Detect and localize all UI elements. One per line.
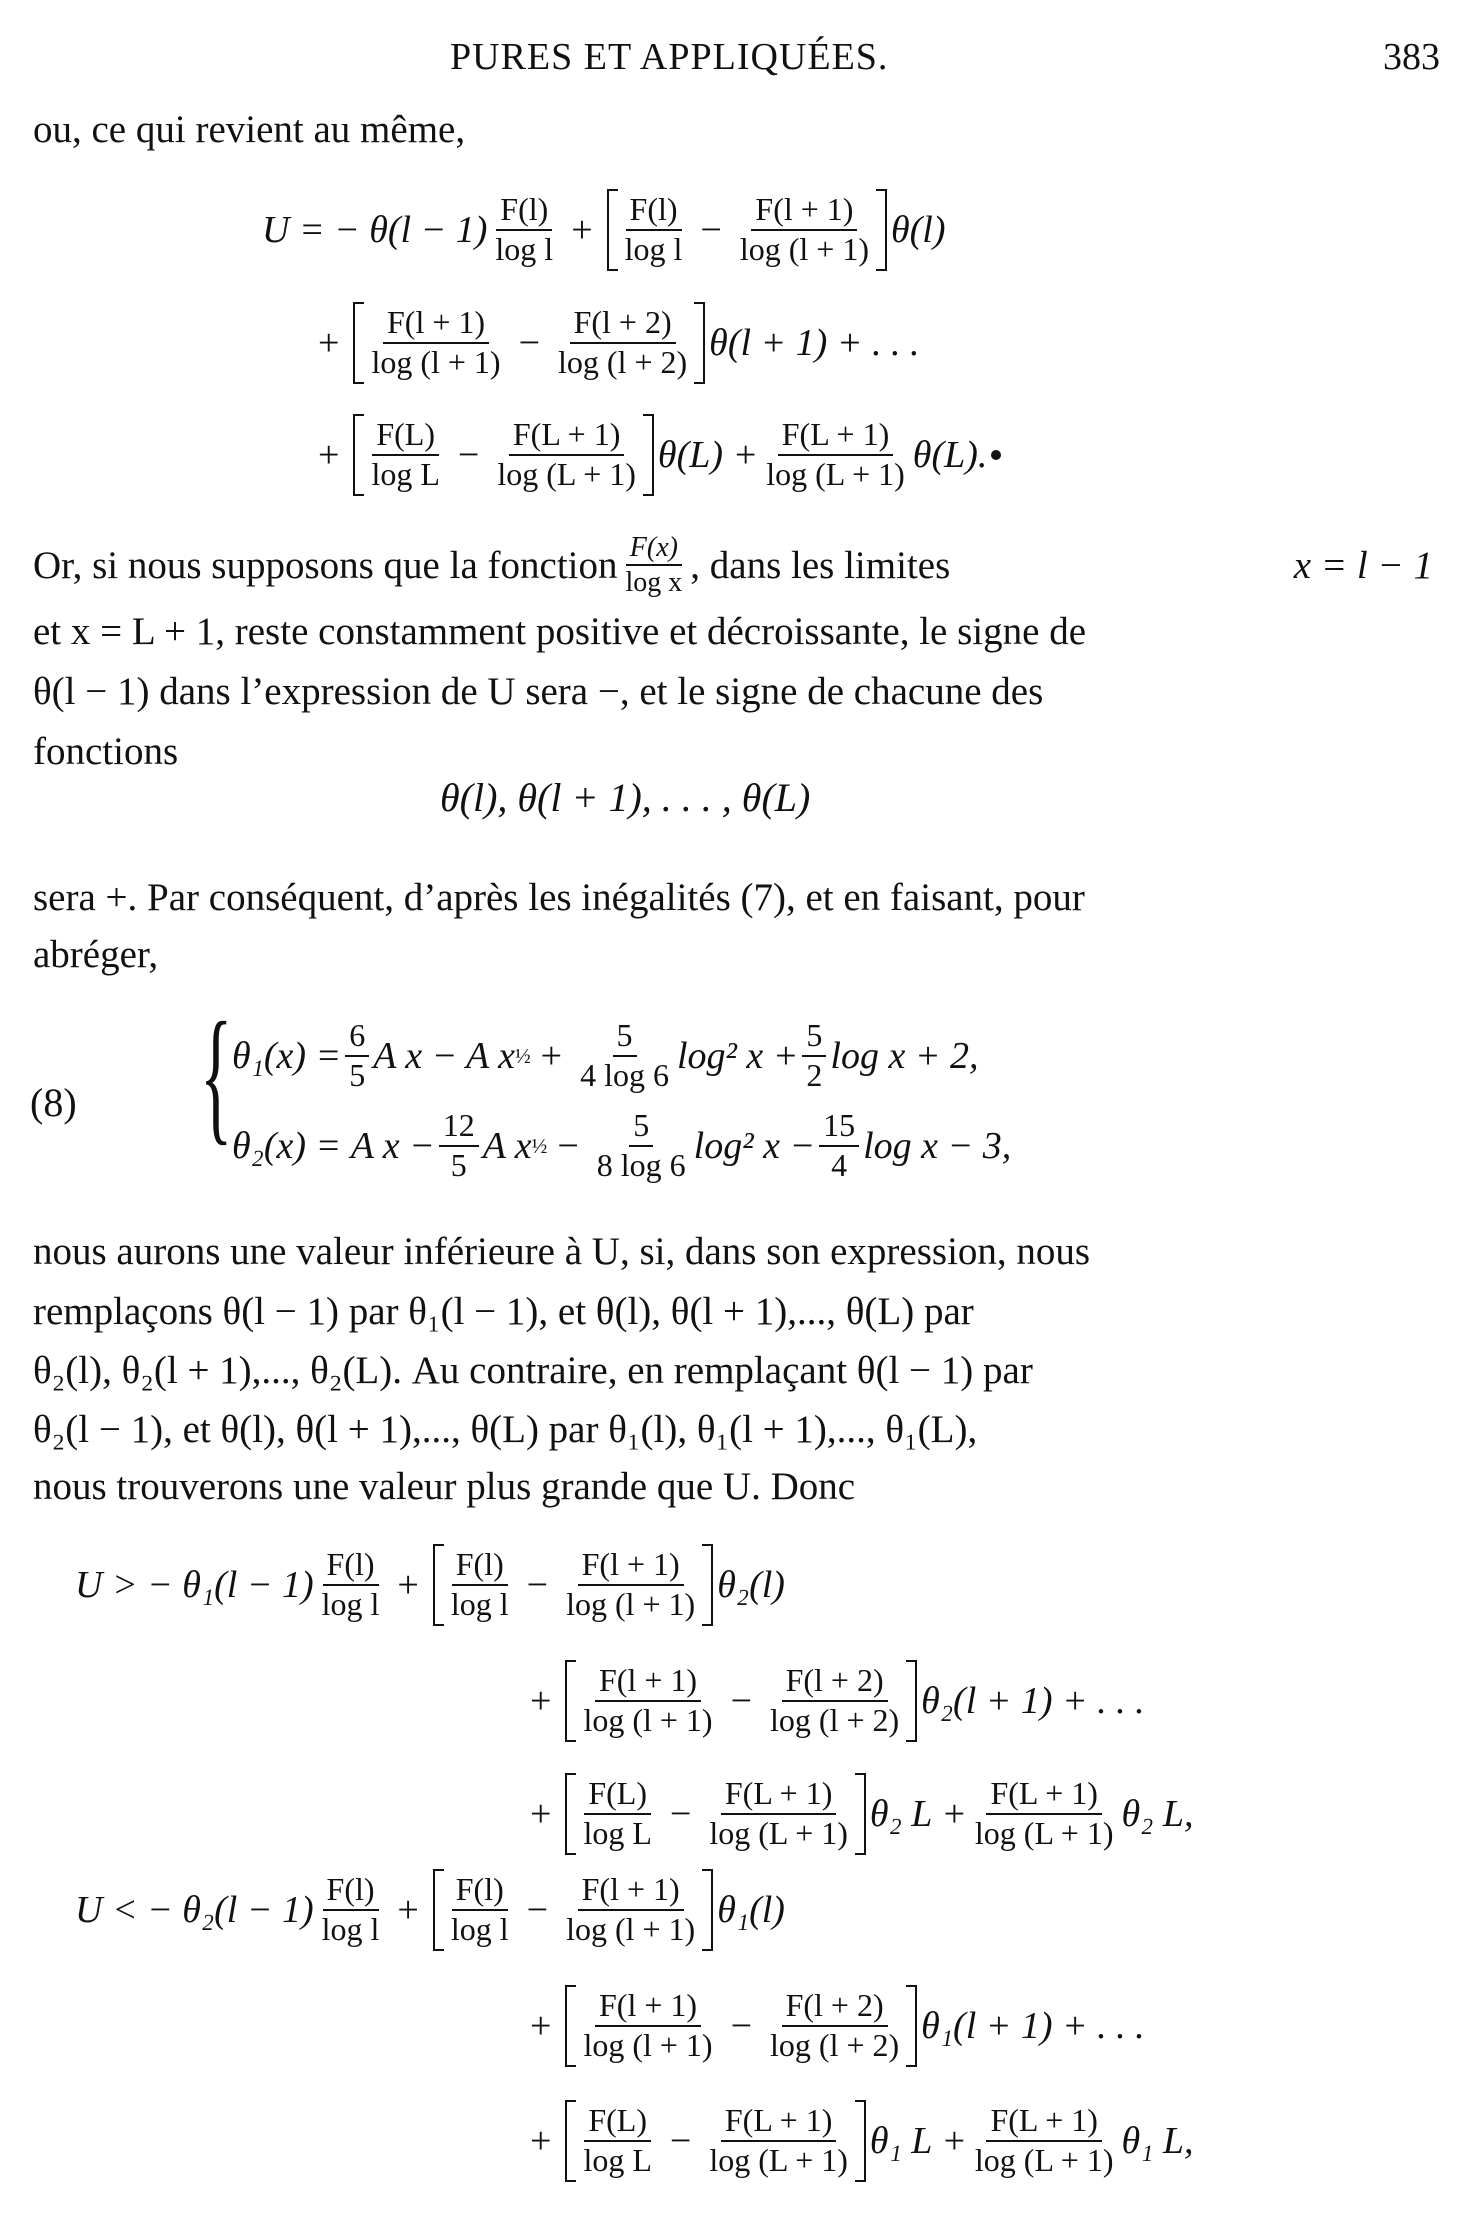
left-brace: { — [200, 992, 233, 1158]
inequality-lt-line2: + $\frac{F(l + 1)}{\log (l + 1)}$ − $\frac{F(l + 2)}{\log (l + 2)}$ θ₁(l + 1) + . . . — [520, 1980, 1145, 2072]
paragraph-3-line1: sera +. Par conséquent, d’après les inégalités (7), et en faisant, pour — [33, 876, 1085, 919]
equation-number: (8) — [30, 1080, 77, 1125]
paragraph-2-line3: θ(l − 1) dans l’expression de U sera −, et le signe de chacune des — [33, 670, 1044, 713]
inequality-gt-line1: U > − θ₁(l − 1) $\frac{F(l)}{\text{log l}}$ + $\frac{F(l)}{\text{log l}}$ − $\frac{F(l + 1)}{\log (l + 1)}$ θ₂(l) — [75, 1540, 785, 1630]
inequality-gt-line3: + $\frac{F(L)}{\text{log L}}$ − $\frac{F(L + 1)}{\log (L + 1)}$ θ₂ L + $\frac{F(L + 1)}{\log (L + 1)}$ θ₂ L, — [520, 1768, 1194, 1860]
paragraph-4-line1: nous aurons une valeur inférieure à U, si, dans son expression, nous — [33, 1230, 1091, 1273]
equation-U-line2: + $\frac{F(l + 1)}{\log (l + 1)}$ − $\frac{F(l + 2)}{\log (l + 2)}$ θ(l + 1) + . . . — [308, 298, 919, 388]
paragraph-4-line4: θ₂(l − 1), et θ(l), θ(l + 1),..., θ(L) par θ₁(l), θ₁(l + 1),..., θ₁(L), — [33, 1408, 978, 1451]
paragraph-4-line3: θ₂(l), θ₂(l + 1),..., θ₂(L). Au contraire, en remplaçant θ(l − 1) par — [33, 1349, 1033, 1392]
paragraph-3-line2: abréger, — [33, 933, 159, 976]
running-title: PURES ET APPLIQUÉES. — [450, 36, 889, 78]
equation-U-line3: + $\frac{F(L)}{\text{log L}}$ − $\frac{F(L + 1)}{\log (L + 1)}$ θ(L) + $\frac{F(L + 1)}{\log (L + 1)}$ θ(L). — [308, 410, 1001, 500]
paragraph-4-line5: nous trouverons une valeur plus grande que U. Donc — [33, 1465, 856, 1508]
ink-blot — [991, 450, 1001, 460]
inequality-lt-line3: + $\frac{F(L)}{\text{log L}}$ − $\frac{F(L + 1)}{\log (L + 1)}$ θ₁ L + $\frac{F(L + 1)}{\log (L + 1)}$ θ₁ L, — [520, 2095, 1194, 2187]
theta1-definition: θ₁(x) = $\frac{6}{5}$ A x − A x ½ + $\frac{5}{4 \log 6}$ log² x + $\frac{5}{2}$ log x + 2, — [232, 1017, 979, 1093]
paragraph-intro: ou, ce qui revient au même, — [33, 108, 466, 151]
equation-U-line1: U = − θ(l − 1) $\frac{F(l)}{\text{log l}}$ + $\frac{F(l)}{\text{log l}}$ − $\frac{F(l + 1)}{\log (l + 1)}$ θ(l) — [262, 185, 946, 275]
inequality-lt-line1: U < − θ₂(l − 1) $\frac{F(l)}{\text{log l}}$ + $\frac{F(l)}{\text{log l}}$ − $\frac{F(l + 1)}{\log (l + 1)}$ θ₁(l) — [75, 1865, 785, 1955]
function-list: θ(l), θ(l + 1), . . . , θ(L) — [440, 775, 811, 820]
fraction: $\frac{F(l)}{\text{log l}}$ — [495, 191, 554, 267]
theta2-definition: θ₂(x) = A x − $\frac{12}{5}$ A x ½ − $\frac{5}{8 \log 6}$ log² x − $\frac{15}{4}$ log x − 3, — [232, 1107, 1012, 1183]
paragraph-2-line1: Or, si nous supposons que la fonction $\frac{F(x)}{\text{log x}}$ , dans les limites x = l − 1 — [33, 531, 1433, 598]
paragraph-2-line4: fonctions — [33, 730, 179, 773]
paragraph-4-line2: remplaçons θ(l − 1) par θ₁(l − 1), et θ(l), θ(l + 1),..., θ(L) par — [33, 1290, 974, 1333]
paragraph-2-line2: et x = L + 1, reste constamment positive et décroissante, le signe de — [33, 610, 1086, 653]
page-number: 383 — [1383, 36, 1440, 78]
inequality-gt-line2: + $\frac{F(l + 1)}{\log (l + 1)}$ − $\frac{F(l + 2)}{\log (l + 2)}$ θ₂(l + 1) + . . . — [520, 1655, 1145, 1747]
bracket-group: $\frac{F(l)}{\text{log l}}$ − $\frac{F(l + 1)}{\log (l + 1)}$ — [607, 189, 887, 270]
